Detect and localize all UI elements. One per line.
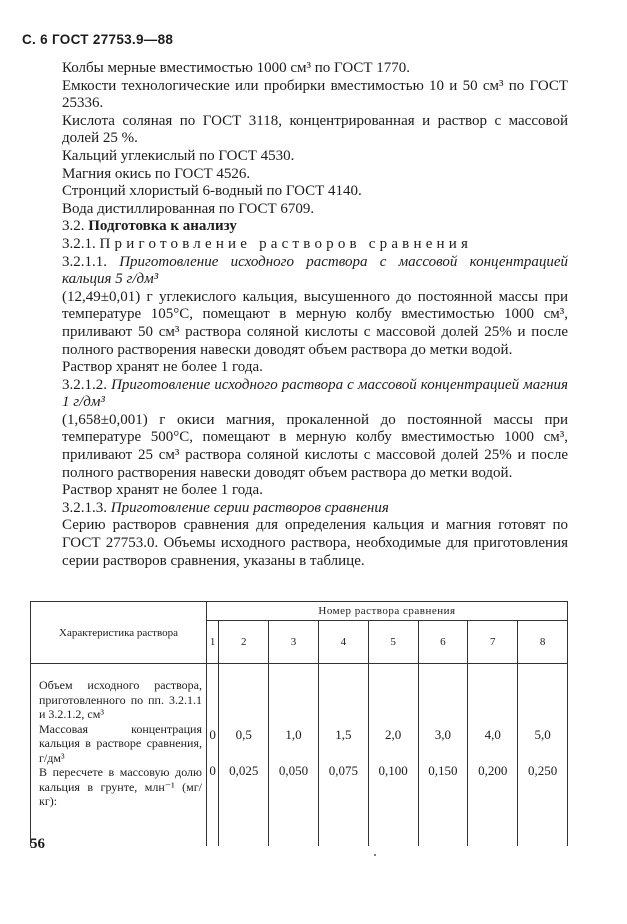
section-3-2: [62, 218, 568, 236]
section-3-2-1: [62, 236, 568, 254]
table-value-column: [368, 664, 418, 847]
table-cell: 0,100: [378, 763, 408, 778]
page-header: С. 6 ГОСТ 27753.9—88: [22, 32, 174, 47]
table-cell: 0,025: [229, 763, 259, 778]
line-magnesium-oxide: Магния окись по ГОСТ 4526.: [62, 165, 251, 182]
table-cell: 0,050: [278, 763, 309, 778]
scan-speck: [374, 854, 376, 856]
section-title: Приготовление растворов сравнения: [99, 235, 473, 252]
table-cell: 0: [209, 763, 216, 778]
table-value-column: [468, 664, 518, 847]
table-header-number: 1: [207, 621, 219, 664]
section-3-2-1-3: [62, 500, 568, 518]
reference-solutions-table: [30, 601, 568, 846]
section-title: Приготовление серии растворов сравнения: [110, 499, 389, 516]
section-number: 3.2.1.1.: [62, 253, 107, 270]
line-acid: Кислота соляная по ГОСТ 3118, концентрированная и раствор с массовой долей 25 %.: [62, 112, 568, 147]
line-containers: Емкости технологические или пробирки вместимостью 10 и 50 см³ по ГОСТ 25336.: [62, 77, 568, 112]
section-number: 3.2.1.: [62, 235, 96, 252]
line-calcium-carbonate: Кальций углекислый по ГОСТ 4530.: [62, 147, 295, 164]
paragraph-calcium-solution: (12,49±0,01) г углекислого кальция, высушенного до постоянной массы при температуре 105°С, помещают в мерную колбу вместимостью 1000 см³, приливают 50 см³ раствора соляной кислоты с массовой долей 25% и после полного растворения навески доводят объем раствора до метки водой.: [62, 288, 568, 358]
table-header-number: 8: [518, 621, 568, 664]
paragraph-series: Серию растворов сравнения для определения кальция и магния готовят по ГОСТ 27753.0. Объемы исходного раствора, необходимые для приготовления серии растворов сравнения, указаны в таблице.: [62, 517, 568, 569]
table-value-column: [418, 664, 468, 847]
table-cell: 0,075: [328, 763, 358, 778]
table-cell: 3,0: [434, 727, 452, 742]
body-text: [62, 60, 568, 570]
table-header-number: 7: [468, 621, 518, 664]
line-strontium-chloride: Стронций хлористый 6-водный по ГОСТ 4140.: [62, 183, 362, 200]
table-header-group: Номер раствора сравнения: [207, 602, 568, 621]
table-cell: 5,0: [534, 727, 551, 742]
table-cell: 2,0: [385, 727, 402, 742]
line-flasks: Колбы мерные вместимостью 1000 см³ по ГОСТ 1770.: [62, 60, 411, 76]
table-cell: 0,250: [527, 763, 558, 778]
section-number: 3.2.: [62, 218, 85, 235]
section-title: Подготовка к анализу: [88, 218, 237, 235]
table-header-characteristic: Характеристика раствора: [31, 602, 207, 664]
paragraph-storage-1: Раствор хранят не более 1 года.: [62, 359, 263, 376]
row-label-volume: Объем исходного раствора, приготовленного по пп. 3.2.1.1 и 3.2.1.2, см³: [39, 678, 202, 721]
table-cell: 0,200: [478, 763, 508, 778]
table-cell: 0,5: [235, 727, 252, 742]
page-number: 56: [30, 836, 45, 852]
table-header-number: 3: [269, 621, 319, 664]
table-header-number: 6: [418, 621, 468, 664]
table-header-number: 2: [219, 621, 269, 664]
table-header-number: 4: [318, 621, 368, 664]
table-value-column: [518, 664, 568, 847]
table-cell: 4,0: [484, 727, 501, 742]
table-value-column: [207, 664, 219, 847]
section-3-2-1-1: [62, 254, 568, 289]
table-value-column: [219, 664, 269, 847]
section-3-2-1-2: [62, 377, 568, 412]
section-number: 3.2.1.2.: [62, 376, 107, 393]
row-label-concentration: Массовая концентрация кальция в растворе сравнения, г/дм³: [39, 721, 202, 765]
table-cell: 0,150: [428, 763, 458, 778]
table-cell: 1,0: [285, 727, 302, 742]
line-distilled-water: Вода дистиллированная по ГОСТ 6709.: [62, 200, 315, 217]
table-value-column: [269, 664, 319, 847]
table-cell: 1,5: [335, 727, 352, 742]
row-label-mass-fraction: В пересчете в массовую долю кальция в грунте, млн⁻¹ (мг/кг):: [39, 765, 202, 808]
section-number: 3.2.1.3.: [62, 499, 107, 516]
table-cell: 0: [209, 727, 216, 742]
paragraph-storage-2: Раствор хранят не более 1 года.: [62, 482, 263, 499]
table-characteristic-cell: [31, 664, 207, 847]
table-row: [31, 664, 568, 847]
table-header-number: 5: [368, 621, 418, 664]
paragraph-magnesium-solution: (1,658±0,001) г окиси магния, прокаленной до постоянной массы при температуре 500°С, помещают в мерную колбу вместимостью 1000 см³, приливают 25 см³ раствора соляной кислоты с массовой долей 25% и после полного растворения навески доводят объем раствора до метки водой.: [62, 411, 568, 481]
section-title: Приготовление исходного раствора с массовой концентрацией магния 1 г/дм³: [62, 376, 569, 411]
section-title: Приготовление исходного раствора с массовой концентрацией кальция 5 г/дм³: [62, 253, 568, 288]
table-value-column: [318, 664, 368, 847]
